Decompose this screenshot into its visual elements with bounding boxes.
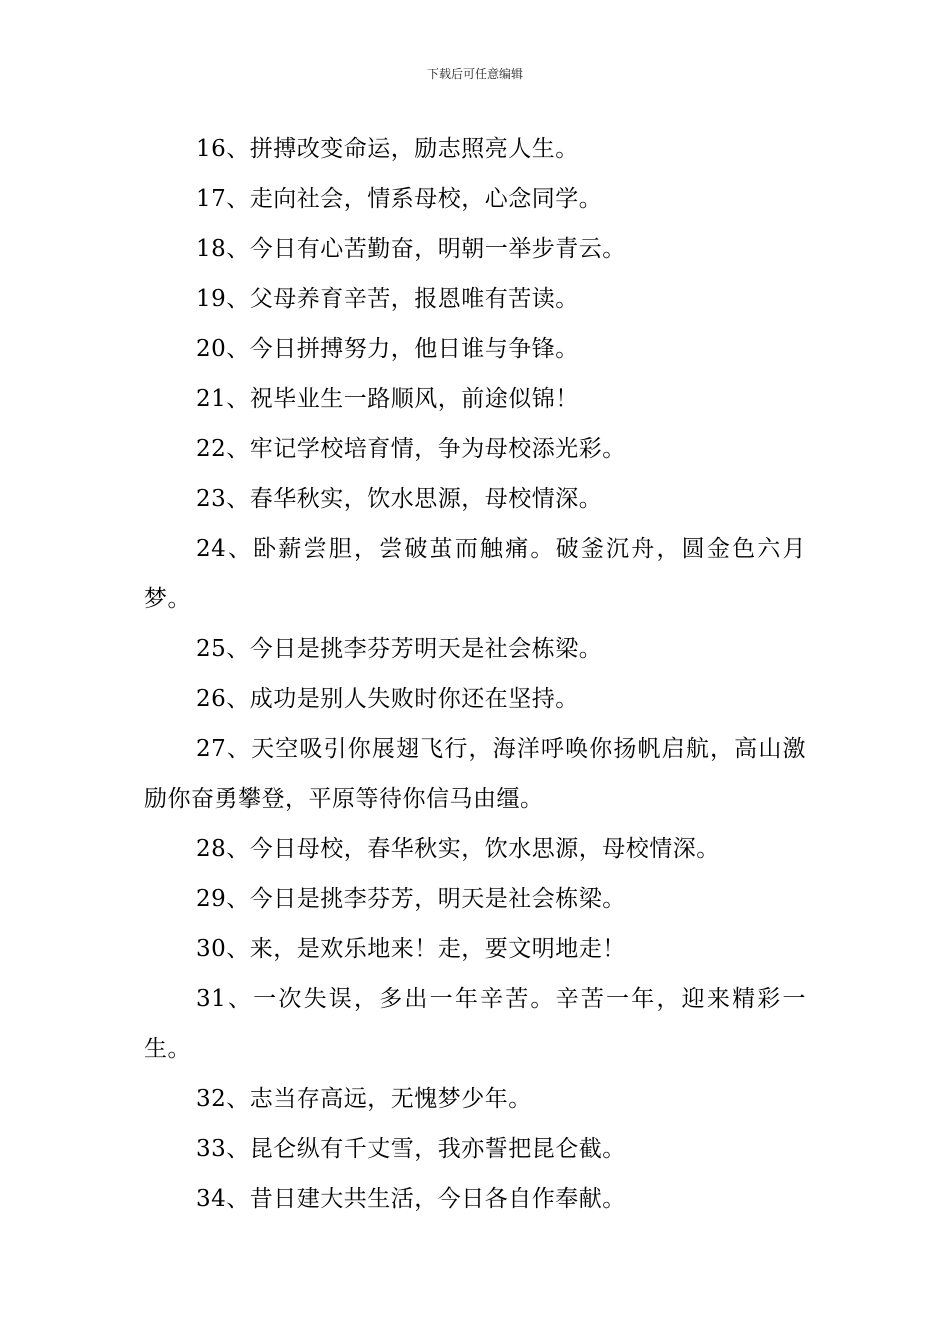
page-header: 下载后可任意编辑 [426,67,523,81]
list-item: 34、昔日建大共生活，今日各自作奉献。 [196,1186,626,1212]
list-item: 20、今日拼搏努力，他日谁与争锋。 [196,336,579,362]
list-item: 28、今日母校，春华秋实，饮水思源，母校情深。 [196,836,720,862]
list-item: 23、春华秋实，饮水思源，母校情深。 [196,486,603,512]
list-item: 27、天空吸引你展翅飞行，海洋呼唤你扬帆启航，高山激励你奋勇攀登，平原等待你信马由缰。 [144,736,806,812]
list-item: 30、来，是欢乐地来！走，要文明地走！ [196,936,626,962]
list-item: 18、今日有心苦勤奋，明朝一举步青云。 [196,236,626,262]
list-item: 31、一次失误，多出一年辛苦。辛苦一年，迎来精彩一生。 [144,986,806,1062]
list-item: 24、卧薪尝胆，尝破茧而触痛。破釜沉舟，圆金色六月梦。 [144,536,806,612]
list-item: 21、祝毕业生一路顺风，前途似锦！ [196,386,579,412]
list-item: 29、今日是挑李芬芳，明天是社会栋梁。 [196,886,626,912]
list-item: 25、今日是挑李芬芳明天是社会栋梁。 [196,636,603,662]
list-item: 22、牢记学校培育情，争为母校添光彩。 [196,436,626,462]
list-item: 17、走向社会，情系母校，心念同学。 [196,186,603,212]
list-item: 26、成功是别人失败时你还在坚持。 [196,686,579,712]
document-body [144,124,806,1224]
list-item: 33、昆仑纵有千丈雪，我亦誓把昆仑截。 [196,1136,626,1162]
list-item: 19、父母养育辛苦，报恩唯有苦读。 [196,286,579,312]
list-item: 32、志当存高远，无愧梦少年。 [196,1086,532,1112]
list-item: 16、拼搏改变命运，励志照亮人生。 [196,136,579,162]
